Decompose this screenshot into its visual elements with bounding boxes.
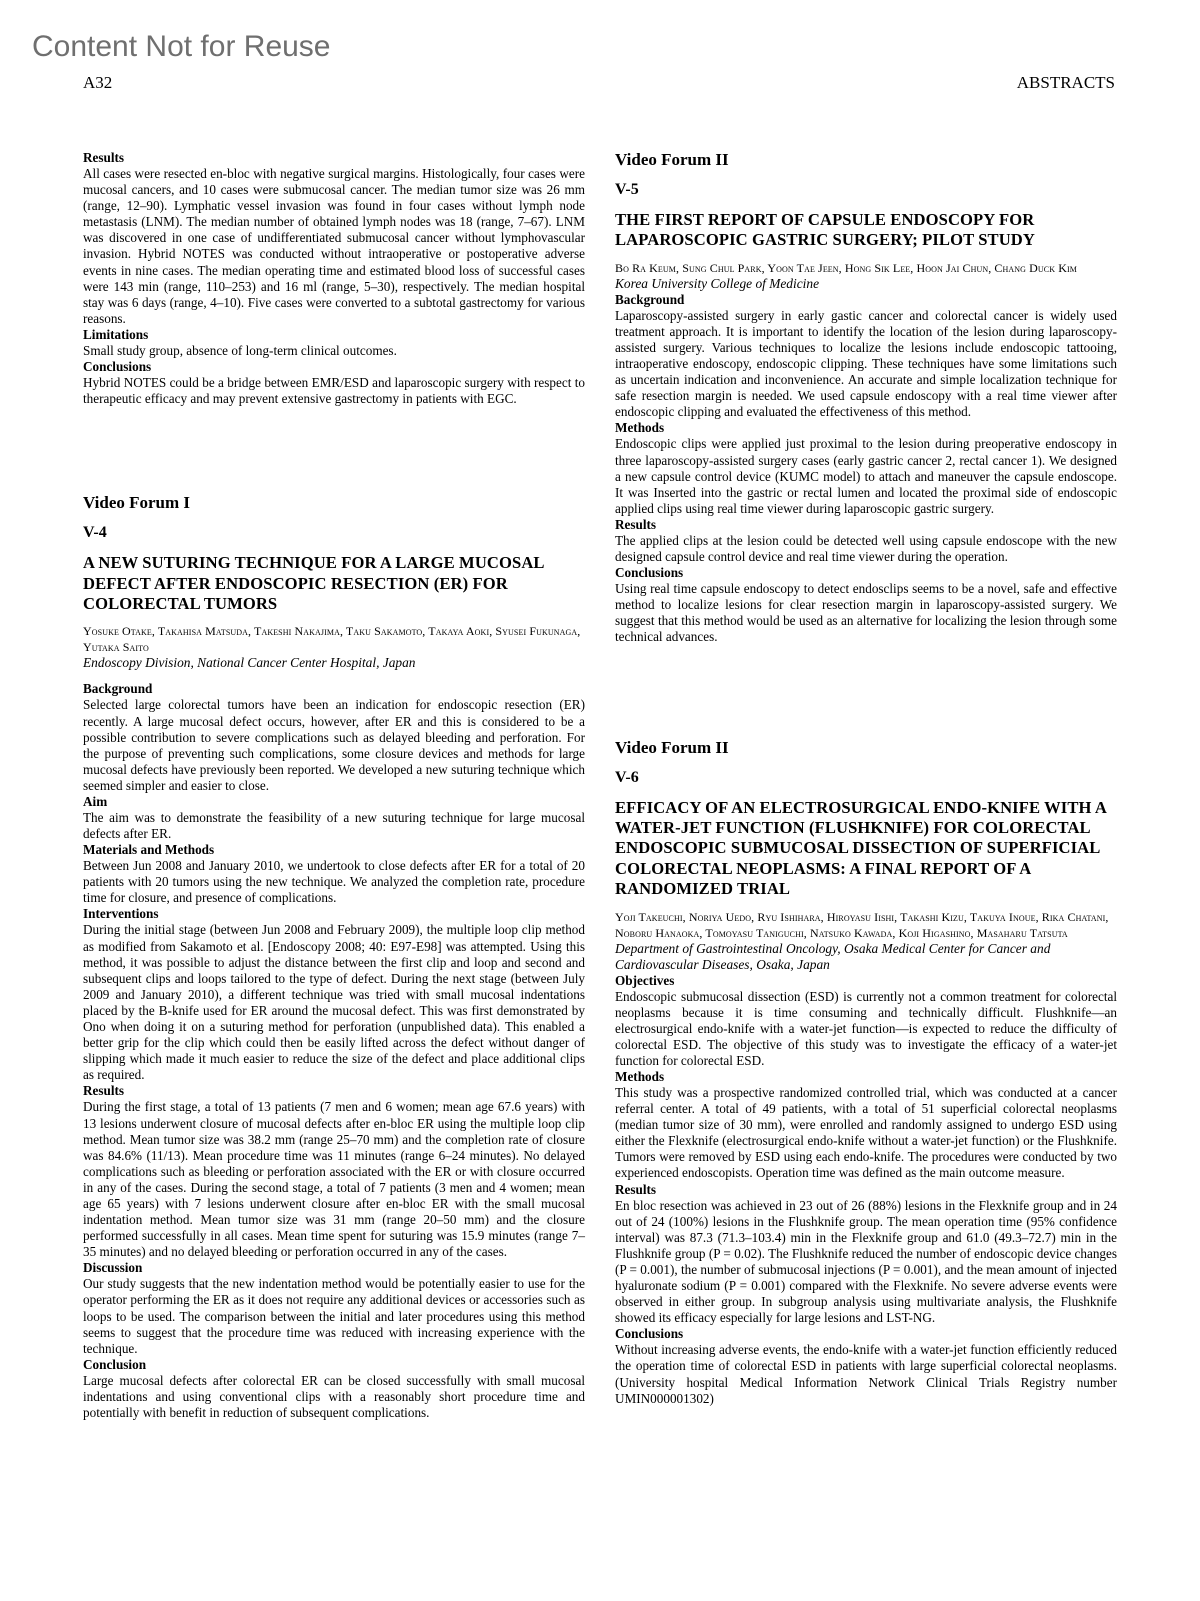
section-heading-results: Results: [83, 150, 125, 165]
section-heading-conclusions: Conclusions: [615, 1326, 684, 1342]
abstract-title: A NEW SUTURING TECHNIQUE FOR A LARGE MUCOSAL DEFECT AFTER ENDOSCOPIC RESECTION (ER) FOR COLORECTAL TUMORS: [83, 553, 544, 614]
section-text-objectives: Endoscopic submucosal dissection (ESD) is currently not a common treatment for colorectal neoplasms because it is time consuming and technically difficult. Flushknife—an electrosurgical endo-knife with a water-jet function—is expected to reduce the difficulty of colorectal ESD. The objective of this study was to investigate the efficacy of a water-jet function for colorectal ESD.: [615, 988, 1117, 1068]
section-text-methods: This study was a prospective randomized controlled trial, which was conducted at a cancer referral center. A total of 49 patients, with a total of 51 superficial colorectal neoplasms (median tumor size of 30 mm), were enrolled and randomly assigned to undergo ESD using either the Flexknife (electrosurgical endo-knife without a water-jet function) or the Flushknife. Tumors were removed by ESD using each endo-knife. The procedures were conducted by two experienced endoscopists. Operation time was defined as the main outcome measure.: [615, 1085, 1117, 1181]
section-heading-background: Background: [615, 291, 685, 307]
author-list: Yosuke Otake, Takahisa Matsuda, Takeshi Nakajima, Taku Sakamoto, Takaya Aoki, Syusei Fukunaga, Yutaka Saito: [83, 624, 581, 655]
section-heading-interventions: Interventions: [83, 906, 159, 922]
abstract-code: V-4: [83, 524, 107, 542]
section-text-methods: Endoscopic clips were applied just proximal to the lesion during preoperative endoscopy in three laparoscopy-assisted surgery cases (early gastric cancer 2, rectal cancer 1). We designed a new capsule control device (KUMC model) to attach and maneuver the capsule endoscope. It was Inserted into the gastric or rectal lumen and located the proximal side of endoscopic applied clips using real time viewer during laparoscopic gastric surgery.: [615, 436, 1117, 516]
section-heading-background: Background: [83, 681, 153, 697]
abstract-title: THE FIRST REPORT OF CAPSULE ENDOSCOPY FOR LAPAROSCOPIC GASTRIC SURGERY; PILOT STUDY: [615, 210, 1035, 250]
section-heading-objectives: Objectives: [615, 972, 675, 988]
affiliation: Korea University College of Medicine: [615, 275, 820, 291]
section-text-discussion: Our study suggests that the new indentation method would be potentially easier to use for the operator performing the ER as it does not require any additional devices or accessories such as loops to be used. The comparison between the initial and later procedures using this method seems to suggest that the procedure time was reduced with increasing experience with the technique.: [83, 1276, 585, 1356]
section-text-aim: The aim was to demonstrate the feasibility of a new suturing technique for large mucosal defects after ER.: [83, 810, 585, 842]
section-heading-limitations: Limitations: [83, 326, 149, 342]
page-number: A32: [83, 73, 113, 92]
section-heading-results: Results: [83, 1083, 125, 1099]
section-text-results: During the first stage, a total of 13 patients (7 men and 6 women; mean age 67.6 years) with 13 lesions underwent closure of mucosal defects after en-bloc ER using the multiple loop clip method. Mean tumor size was 38.2 mm (range 25–70 mm) and the completion rate of closure was 84.6% (11/13). Mean procedure time was 11 minutes (range 6–24 minutes). No delayed complications such as bleeding or perforation associated with the ER or with closure occurred in any of the cases. During the second stage, a total of 7 patients (3 men and 4 women; mean age 65 years) with 7 lesions underwent closure after en-bloc ER with the small mucosal indentation method. Mean tumor size was 31 mm (range 20–50 mm) and the closure performed successfully in all cases. Mean time spent for suturing was 15.9 minutes (range 7–35 minutes) and no delayed bleeding or perforation occurred in any of the cases.: [83, 1099, 585, 1260]
section-heading-conclusions: Conclusions: [83, 359, 152, 375]
section-text-interventions: During the initial stage (between Jun 2008 and February 2009), the multiple loop clip method as modified from Sakamoto et al. [Endoscopy 2008; 40: E97-E98] was attempted. Using this method, it was possible to adjust the distance between the first clip and loop and second and subsequent clips and loops tailored to the type of defect. During the next stage (between July 2009 and January 2010), a different technique was tried with small mucosal indentations placed by the B-knife used for ER around the mucosal defect. This was first demonstrated by Ono when doing it on a suturing method for perforation (unpublished data). This enabled a better grip for the clip which could then be easily lifted across the defect without danger of slipping which made it much easier to reduce the size of the defect and place additional clips as required.: [83, 922, 585, 1083]
section-heading-aim: Aim: [83, 794, 108, 809]
left-column: [83, 150, 585, 1421]
section-text-background: Selected large colorectal tumors have been an indication for endoscopic resection (ER) recently. A large mucosal defect occurs, however, after ER and this is considered to be a possible contribution to severe complications such as delayed bleeding and perforation. For the purpose of preventing such complications, some closure devices and methods for large mucosal defects have previously been reported. We developed a new suturing technique which seemed simpler and easier to close.: [83, 697, 585, 793]
forum-name: Video Forum II: [615, 150, 729, 169]
section-text-limitations: Small study group, absence of long-term clinical outcomes.: [83, 342, 397, 358]
section-heading-materials: Materials and Methods: [83, 842, 215, 858]
forum-name: Video Forum I: [83, 493, 191, 513]
forum-name: Video Forum II: [615, 737, 729, 757]
abstract-code: V-5: [615, 181, 639, 198]
section-text-background: Laparoscopy-assisted surgery in early gastic cancer and colorectal cancer is widely used treatment approach. It is important to identify the location of the lesion during laparoscopy-assisted surgery. Various techniques to localize the lesions include endoscopic tattooing, intraoperative endoscopy, endoscopic clipping. These techniques have some limitations such as uncertain indication and inconvenience. An accurate and simple localization technique for safe resection margin is needed. We used capsule endoscopy with a real time viewer after endoscopic clipping and evaluated the effectiveness of this method.: [615, 307, 1117, 420]
running-head: ABSTRACTS: [1016, 73, 1115, 92]
affiliation: Department of Gastrointestinal Oncology, Osaka Medical Center for Cancer and Cardiovascular Diseases, Osaka, Japan: [615, 940, 1051, 972]
section-heading-methods: Methods: [615, 1069, 665, 1084]
section-text-results: En bloc resection was achieved in 23 out of 26 (88%) lesions in the Flexknife group and in 24 out of 24 (100%) lesions in the Flushknife group. The mean operation time (95% confidence interval) was 87.3 (71.3–103.4) min in the Flexknife group and 61.0 (49.3–72.7) min in the Flushknife group (P = 0.02). The Flushknife reduced the number of endoscopic device changes (P = 0.001), the number of submucosal injections (P = 0.001), and the mean amount of injected hyaluronate sodium (P = 0.001) compared with the Flexknife. No severe adverse events were observed in either group. In subgroup analysis using multivariate analysis, the Flushknife showed its efficacy especially for large lesions and LST-NG.: [615, 1197, 1117, 1326]
abstract-v5: [615, 150, 1117, 646]
section-text-conclusions: Without increasing adverse events, the endo-knife with a water-jet function efficiently reduced the operation time of colorectal ESD in patients with large superficial colorectal neoplasms. (University hospital Medical Information Network Clinical Trials Registry number UMIN000001302): [615, 1342, 1117, 1406]
continued-abstract: [83, 150, 585, 407]
section-text-conclusion: Large mucosal defects after colorectal ER can be closed successfully with small mucosal indentations and using conventional clips with a reasonably short procedure time and potentially with benefit in reduction of subsequent complications.: [83, 1372, 585, 1420]
abstract-code: V-6: [615, 768, 639, 786]
abstract-v4: [83, 493, 585, 1421]
section-text-materials: Between Jun 2008 and January 2010, we undertook to close defects after ER for a total of 20 patients with 20 tumors using the new technique. We analyzed the completion rate, procedure time for closure, and presence of complications.: [83, 858, 585, 906]
right-column: [615, 150, 1117, 1407]
abstract-title: EFFICACY OF AN ELECTROSURGICAL ENDO-KNIFE WITH A WATER-JET FUNCTION (FLUSHKNIFE) FOR COLORECTAL ENDOSCOPIC SUBMUCOSAL DISSECTION OF SUPERFICIAL COLORECTAL NEOPLASMS: A FINAL REPORT OF A RANDOMIZED TRIAL: [615, 797, 1107, 899]
section-text-conclusions: Using real time capsule endoscopy to detect endosclips seems to be a novel, safe and effective method to localize lesions for clear resection margin in laparoscopy-assisted surgery. We suggest that this method would be used as an alternative for localizing the lesion through some technical advances.: [615, 581, 1117, 645]
section-heading-conclusions: Conclusions: [615, 565, 684, 581]
watermark: Content Not for Reuse: [32, 30, 331, 63]
section-heading-results: Results: [615, 516, 657, 532]
author-list: Yoji Takeuchi, Noriya Uedo, Ryu Ishihara, Hiroyasu Iishi, Takashi Kizu, Takuya Inoue, Rika Chatani, Noboru Hanaoka, Tomoyasu Taniguchi, Natsuko Kawada, Koji Higashino, Masaharu Tatsuta: [615, 909, 1109, 940]
section-heading-discussion: Discussion: [83, 1260, 143, 1276]
section-text-results: The applied clips at the lesion could be detected well using capsule endoscope with the new designed capsule control device and real time viewer during the operation.: [615, 532, 1117, 565]
author-list: Bo Ra Keum, Sung Chul Park, Yoon Tae Jeen, Hong Sik Lee, Hoon Jai Chun, Chang Duck Kim: [615, 260, 1077, 275]
section-heading-results: Results: [615, 1181, 657, 1197]
section-text-conclusions: Hybrid NOTES could be a bridge between EMR/ESD and laparoscopic surgery with respect to therapeutic efficacy and may prevent extensive gastrectomy in patients with EGC.: [83, 375, 585, 407]
section-text-results: All cases were resected en-bloc with negative surgical margins. Histologically, four cases were mucosal cancers, and 10 cases were submucosal cancer. The median tumor size was 26 mm (range, 12–90). Lymphatic vessel invasion was found in four cases without lymph node metastasis (LNM). The median number of obtained lymph nodes was 18 (range, 7–67). LNM was discovered in one case of undifferentiated submucosal cancer without lymphovascular invasion. Hybrid NOTES was conducted without intraoperative or postoperative adverse events in nine cases. The median operating time and estimated blood loss of successful cases were 143 min (range, 110–253) and 16 ml (range, 5–30), respectively. The median hospital stay was 6 days (range, 4–10). Five cases were converted to a subtotal gastrectomy for various reasons.: [83, 166, 585, 326]
section-heading-methods: Methods: [615, 420, 665, 436]
affiliation: Endoscopy Division, National Cancer Center Hospital, Japan: [83, 655, 416, 671]
abstract-v6: [615, 738, 1117, 1407]
section-heading-conclusion: Conclusion: [83, 1356, 147, 1372]
